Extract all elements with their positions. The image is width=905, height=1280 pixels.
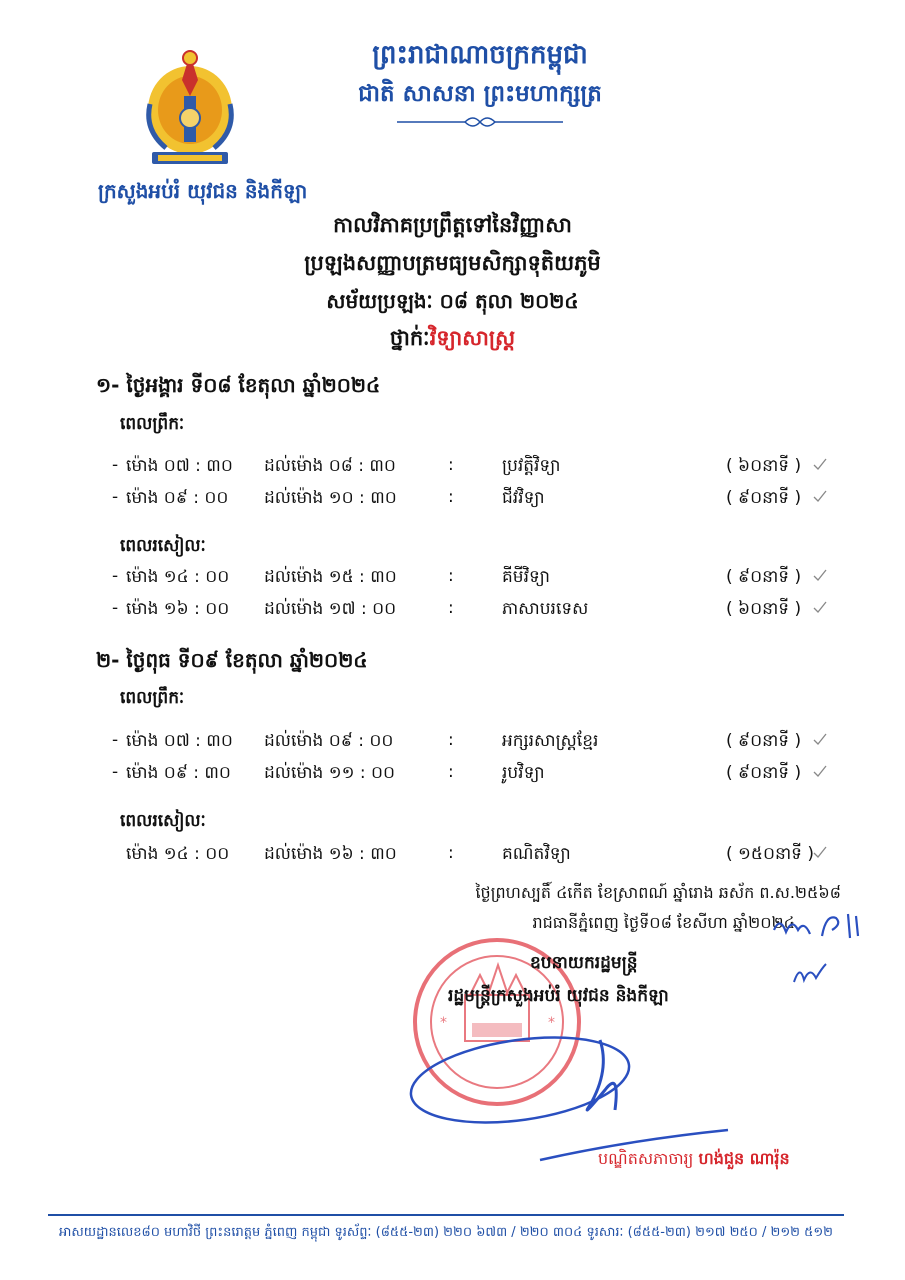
schedule-row (112, 455, 842, 485)
separator: : (448, 843, 454, 863)
schedule-row (112, 598, 842, 628)
date-annotation-icon (770, 908, 865, 944)
exam-name: ប្រឡងសញ្ញាបត្រមធ្យមសិក្សាទុតិយភូមិ (304, 251, 601, 275)
session-label: ពេលព្រឹកៈ (120, 414, 185, 434)
row-dash: - (112, 487, 119, 507)
end-time: ដល់ម៉ោង ១១ : ០០ (264, 763, 396, 783)
end-time: ដល់ម៉ោង ១៥ : ៣០ (264, 567, 397, 587)
subject: អក្សរសាស្ត្រខ្មែរ (502, 731, 599, 751)
session-label: ពេលព្រឹកៈ (120, 688, 185, 708)
national-motto: ជាតិ សាសនា ព្រះមហាក្សត្រ (358, 81, 602, 107)
grade-label: ថ្នាក់ៈ (389, 326, 430, 350)
kingdom-title: ព្រះរាជាណាចក្រកម្ពុជា (372, 40, 588, 70)
ministry-address: អាសយដ្ឋានលេខ៨០ មហាវិថី ព្រះនរោត្តម ភ្នំពេញ កម្ពុជា ទូរស័ព្ទៈ (៨៥៥-២៣) ២២០ ៦៧៣ / ២២០ ៣០៤ ទូរសារៈ (៨៥៥-២៣) ២១៧ ២៥០ / ២១២ ៥១២ (58, 1225, 834, 1240)
start-time: ម៉ោង ០៩ : ០០ (126, 488, 229, 508)
schedule-row (112, 730, 842, 760)
footer-divider (48, 1214, 844, 1216)
row-dash: - (112, 598, 119, 618)
start-time: ម៉ោង ១៦ : ០០ (126, 599, 230, 619)
signer-title: បណ្ឌិតសភាចារ្យ (598, 1149, 694, 1168)
row-dash: - (112, 566, 119, 586)
subject: រូបវិទ្យា (502, 763, 545, 783)
separator: : (448, 762, 454, 782)
separator: : (448, 487, 454, 507)
subject: គីមីវិទ្យា (502, 567, 550, 587)
schedule-row (112, 487, 842, 517)
exam-session: សម័យប្រឡងៈ ០៨ តុលា ២០២៤ (326, 289, 579, 313)
day-heading: ២- ថ្ងៃពុធ ទី០៩ ខែតុលា ឆ្នាំ២០២៤ (96, 648, 368, 672)
separator: : (448, 455, 454, 475)
schedule-row (112, 762, 842, 792)
ministry-emblem-icon (140, 40, 240, 170)
svg-text:*: * (548, 1015, 555, 1031)
row-dash: - (112, 730, 119, 750)
row-dash: - (112, 762, 119, 782)
end-time: ដល់ម៉ោង ១០ : ៣០ (264, 488, 397, 508)
duration: ( ៩០នាទី ) (726, 488, 802, 508)
subject: គណិតវិទ្យា (502, 844, 571, 864)
start-time: ម៉ោង ០៩ : ៣០ (126, 763, 231, 783)
separator: : (448, 730, 454, 750)
end-time: ដល់ម៉ោង ១៧ : ០០ (264, 599, 397, 619)
check-mark-icon (812, 489, 828, 503)
check-mark-icon (812, 845, 828, 859)
grade-line (0, 325, 905, 356)
signatory-ministry: រដ្ឋមន្ត្រីក្រសួងអប់រំ យុវជន និងកីឡា (448, 986, 669, 1006)
duration: ( ៩០នាទី ) (726, 763, 802, 783)
lunar-date: ថ្ងៃព្រហស្បតិ៍ ៤កើត ខែស្រាពណ៍ ឆ្នាំរោង ឆស័ក ព.ស.២៥៦៨ (475, 883, 841, 902)
document-title: កាលវិភាគប្រព្រឹត្តទៅនៃវិញ្ញាសា (333, 213, 572, 237)
duration: ( ៦០នាទី ) (726, 456, 802, 476)
subject: ប្រវត្តិវិទ្យា (502, 456, 561, 476)
check-mark-icon (812, 764, 828, 778)
check-mark-icon (812, 568, 828, 582)
schedule-row (112, 566, 842, 596)
grade-value: វិទ្យាសាស្ត្រ (429, 326, 516, 350)
schedule-row (112, 843, 842, 873)
end-time: ដល់ម៉ោង ១៦ : ៣០ (264, 844, 397, 864)
start-time: ម៉ោង ០៧ : ៣០ (126, 731, 233, 751)
signatory-role: ឧបនាយករដ្ឋមន្ត្រី (530, 953, 638, 973)
duration: ( ១៥០នាទី ) (726, 844, 814, 864)
solar-date: រាជធានីភ្នំពេញ ថ្ងៃទី០៨ ខែសីហា ឆ្នាំ២០២៤ (532, 913, 795, 932)
day-heading: ១- ថ្ងៃអង្គារ ទី០៨ ខែតុលា ឆ្នាំ២០២៤ (96, 373, 381, 397)
initial-mark-icon (790, 960, 830, 990)
start-time: ម៉ោង ០៧ : ៣០ (126, 456, 233, 476)
session-label: ពេលរសៀលៈ (120, 811, 206, 831)
separator: : (448, 566, 454, 586)
end-time: ដល់ម៉ោង ០៩ : ០០ (264, 731, 394, 751)
ornament-divider-icon (395, 112, 565, 132)
separator: : (448, 598, 454, 618)
svg-text:*: * (440, 1015, 447, 1031)
check-mark-icon (812, 600, 828, 614)
duration: ( ៦០នាទី ) (726, 599, 802, 619)
check-mark-icon (812, 732, 828, 746)
row-dash: - (112, 455, 119, 475)
signer-name-line (598, 1148, 790, 1172)
session-label: ពេលរសៀលៈ (120, 536, 206, 556)
duration: ( ៩០នាទី ) (726, 731, 802, 751)
start-time: ម៉ោង ១៤ : ០០ (126, 567, 230, 587)
check-mark-icon (812, 457, 828, 471)
duration: ( ៩០នាទី ) (726, 567, 802, 587)
signer-name: ហង់ជួន ណារ៉ុន (698, 1149, 790, 1168)
subject: ជីវវិទ្យា (502, 488, 545, 508)
start-time: ម៉ោង ១៤ : ០០ (126, 844, 230, 864)
end-time: ដល់ម៉ោង ០៨ : ៣០ (264, 456, 396, 476)
subject: ភាសាបរទេស (502, 599, 589, 619)
ministry-name: ក្រសួងអប់រំ យុវជន និងកីឡា (98, 179, 308, 203)
